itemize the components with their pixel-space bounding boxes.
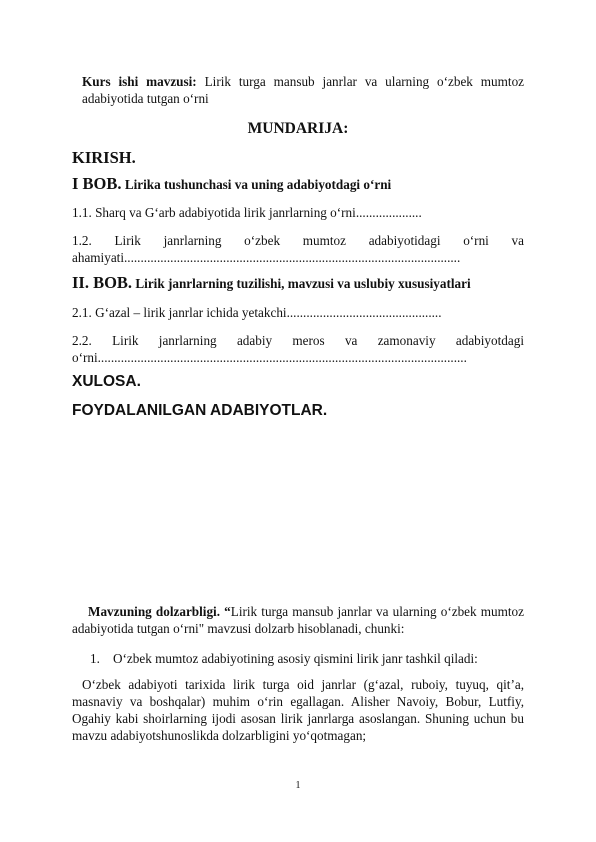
toc-chapter-1 [72,174,524,194]
toc-chapter-1-title: Lirika tushunchasi va uning adabiyotdagi o‘rni [121,177,392,192]
toc-chapter-2-title: Lirik janrlarning tuzilishi, mavzusi va uslubiy xususiyatlari [132,276,471,291]
course-topic-text: Lirik turga mansub janrlar va ularning o‘zbek mumtoz adabiyotida tutgan o‘rni [82,74,525,106]
relevance-quote-open: “ [220,604,231,619]
relevance-intro [72,603,524,637]
course-topic-label: Kurs ishi mavzusi: [82,74,197,89]
course-topic [82,73,524,107]
toc-conclusion: XULOSA. [72,373,141,390]
toc-title: MUNDARIJA: [247,120,349,137]
relevance-text: Lirik turga mansub janrlar va ularning o‘zbek mumtoz adabiyotida tutgan o‘rni" mavzusi dolzarb hisoblanadi, chunki: [72,604,525,636]
relevance-label: Mavzuning dolzarbligi. [88,604,221,619]
toc-item-1-1: 1.1. Sharq va G‘arb adabiyotida lirik janrlarning o‘rni.................... [72,205,422,220]
toc-item-2-1: 2.1. G‘azal – lirik janrlar ichida yetakchi............................................... [72,305,442,320]
toc-item-2-2 [72,332,524,366]
relevance-paragraph: O‘zbek adabiyoti tarixida lirik turga oid janrlar (g‘azal, ruboiy, tuyuq, qit’a, masnaviy va boshqalar) muhim o‘rin egallagan. Alisher Navoiy, Bobur, Lutfiy, Ogahiy kabi shoirlarning ijodi asosan lirik janrlarga asoslangan. Shuning uchun bu mavzu adabiyotshunoslikda dolzarbligini yo‘qotmagan; [72,677,524,743]
toc-item-1-2-line1: 1.2. Lirik janrlarning o‘zbek mumtoz adabiyotidagi o‘rni va [72,233,524,248]
toc-chapter-2 [72,273,524,293]
toc-chapter-2-num: II. BOB. [72,273,133,292]
list-number: 1. [90,651,100,666]
toc-references: FOYDALANILGAN ADABIYOTLAR. [72,402,328,419]
list-item-text: O‘zbek mumtoz adabiyotining asosiy qismini lirik janr tashkil qiladi: [113,651,478,666]
toc-item-1-2 [72,232,524,266]
page-number: 1 [295,780,301,791]
toc-item-2-2-line2: o‘rni................................................................................................................ [72,350,467,365]
toc-chapter-1-num: I BOB. [72,174,122,193]
toc-intro: KIRISH. [72,148,136,167]
toc-item-1-2-line2: ahamiyati...................................................................................................... [72,250,461,265]
toc-item-2-2-line1: 2.2. Lirik janrlarning adabiy meros va zamonaviy adabiyotdagi [72,333,524,348]
